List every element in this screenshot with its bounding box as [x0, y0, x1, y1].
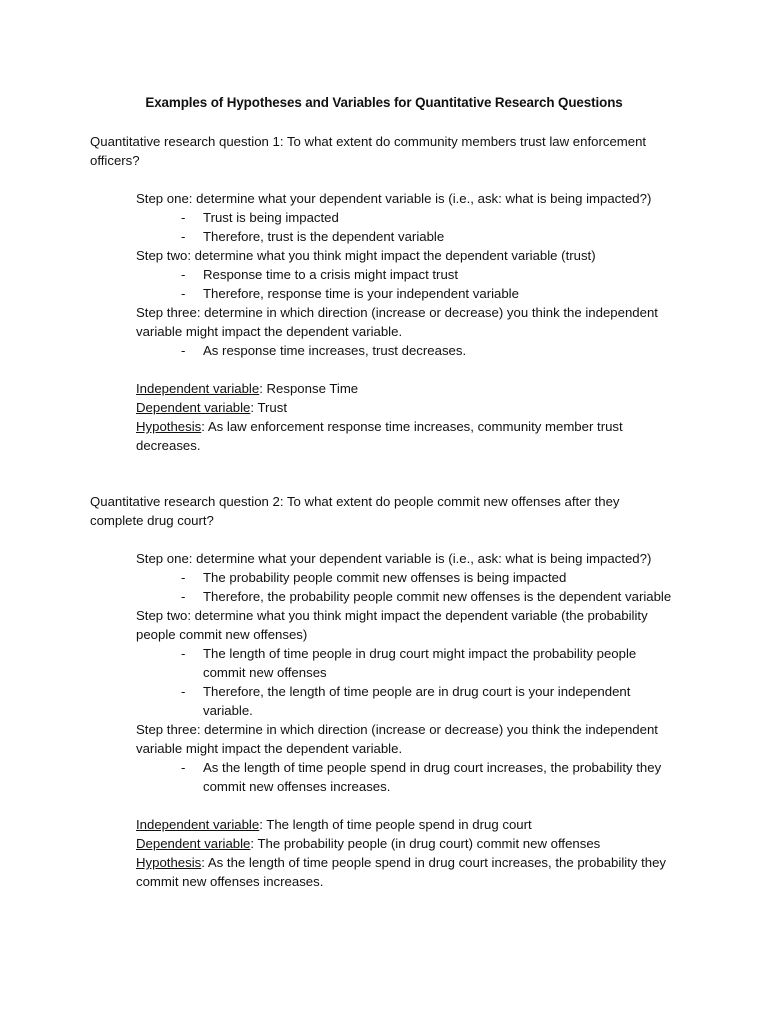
research-question-2: Quantitative research question 2: To what extent do people commit new offenses after they complete drug court? [90, 494, 620, 528]
list-item: - The length of time people in drug court might impact the probability people commit new offenses [181, 646, 637, 680]
research-question-1: Quantitative research question 1: To what extent do community members trust law enforcement officers? [90, 134, 647, 168]
list-item: - As the length of time people spend in drug court increases, the probability they commit new offenses increases. [181, 760, 662, 794]
step-three: Step three: determine in which direction (increase or decrease) you think the independent variable might impact the dependent variable. [136, 722, 658, 756]
step-two: Step two: determine what you think might impact the dependent variable (the probability people commit new offenses) [136, 608, 648, 642]
list-item: - Therefore, the length of time people are in drug court is your independent variable. [181, 684, 631, 718]
list-item: - As response time increases, trust decreases. [181, 343, 467, 358]
step-one: Step one: determine what your dependent variable is (i.e., ask: what is being impacted?) [136, 551, 652, 566]
dependent-variable: Dependent variable: The probability people (in drug court) commit new offenses [136, 836, 601, 851]
step-one: Step one: determine what your dependent variable is (i.e., ask: what is being impacted?) [136, 191, 652, 206]
dependent-variable: Dependent variable: Trust [136, 400, 288, 415]
list-item: - Therefore, response time is your independent variable [181, 286, 519, 301]
section-1-body [136, 189, 696, 455]
list-item: - Trust is being impacted [181, 210, 339, 225]
hypothesis: Hypothesis: As the length of time people spend in drug court increases, the probability they commit new offenses increases. [136, 855, 667, 889]
list-item: - The probability people commit new offenses is being impacted [181, 570, 567, 585]
independent-variable: Independent variable: Response Time [136, 381, 359, 396]
list-item: - Response time to a crisis might impact trust [181, 267, 459, 282]
list-item: - Therefore, trust is the dependent variable [181, 229, 445, 244]
hypothesis: Hypothesis: As law enforcement response time increases, community member trust decreases. [136, 419, 623, 453]
section-2-body [136, 549, 696, 891]
step-two: Step two: determine what you think might impact the dependent variable (trust) [136, 248, 596, 263]
document-title: Examples of Hypotheses and Variables for Quantitative Research Questions [145, 95, 623, 110]
list-item: - Therefore, the probability people commit new offenses is the dependent variable [181, 589, 672, 604]
independent-variable: Independent variable: The length of time people spend in drug court [136, 817, 532, 832]
step-three: Step three: determine in which direction (increase or decrease) you think the independent variable might impact the dependent variable. [136, 305, 658, 339]
